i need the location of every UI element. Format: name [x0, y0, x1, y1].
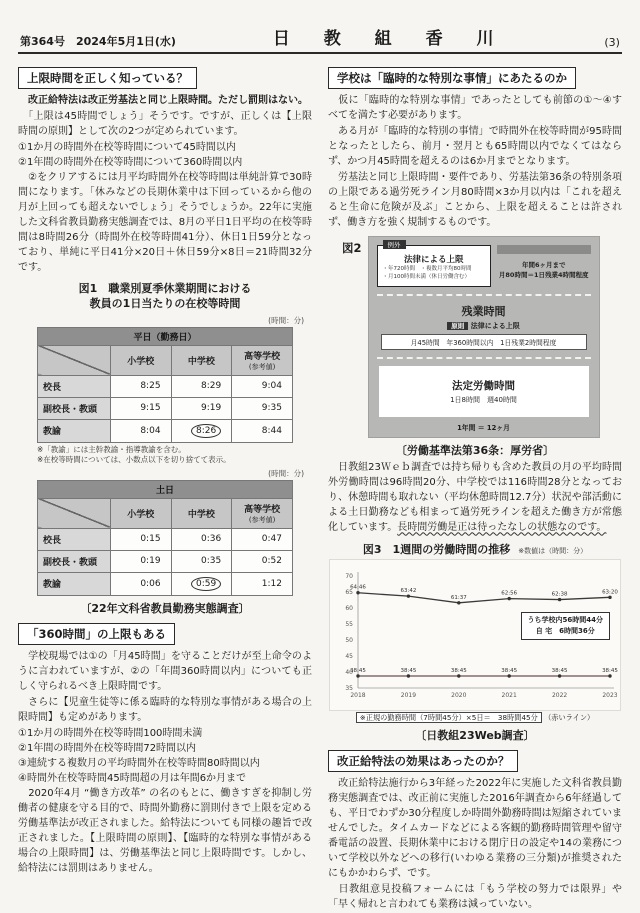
figure2	[328, 236, 622, 438]
list-item: ②1年間の時間外在校等時間について360時間以内	[18, 157, 243, 168]
svg-text:40: 40	[345, 668, 353, 676]
exception-right-text: 年間6ヶ月まで 月80時間＝1日残業4時間程度	[498, 261, 589, 280]
page-number: (3)	[604, 36, 620, 49]
diagonal-cell	[38, 345, 111, 375]
paragraph: 学校現場では①の「月45時間」を守ることだけが至上命令のように言われていますが、②の「年間360時間以内」についても正しく守られるべき上限時間です。	[18, 650, 312, 692]
svg-text:65: 65	[345, 588, 353, 596]
principle-label: 原則 法律による上限	[377, 321, 591, 331]
figure3-line-chart	[329, 559, 621, 711]
svg-text:63:42: 63:42	[400, 587, 417, 594]
svg-text:38:45: 38:45	[551, 667, 568, 674]
table-row: 教諭 0:06 0:59 1:12	[38, 572, 293, 595]
section-heading-360hours: 「360時間」の上限もある	[18, 623, 175, 645]
list-item: ①1か月の時間外在校等時間100時間未満	[18, 727, 203, 739]
figure3-title: 図3 1週間の労働時間の推移	[362, 542, 511, 556]
underlined-sentence: 長時間労働是正は待ったなしの状態なのです。	[397, 521, 607, 533]
dashed-divider	[377, 294, 591, 296]
paragraph: 労基法と同じ上限時間・要件であり、労基法第36条の特別条項の上限である過労死ライン月80時間×3か月以内は「これを超えると生命に危険が及ぶ」ことから、上限を超えることは許されず、働き方を強く規制するものです。	[328, 172, 622, 228]
svg-text:2023: 2023	[602, 691, 618, 699]
table-row: 教諭 8:04 8:26 8:44	[38, 419, 293, 442]
col-header: 小学校	[110, 345, 171, 375]
exception-tag: 例外	[383, 240, 406, 249]
svg-text:35: 35	[345, 684, 353, 692]
svg-text:38:45: 38:45	[350, 667, 366, 674]
figure1-caption: 〔22年文科省教員勤務実態調査〕	[80, 601, 250, 615]
figure2-diagram	[368, 236, 600, 438]
figure3-header	[328, 541, 622, 557]
right-column	[328, 62, 622, 913]
figure3-values-note: ※数値は（時間：分）	[518, 546, 588, 555]
principle-strip: 月45時間 年360時間以内 1日残業2時間程度	[381, 334, 587, 350]
paragraph: 「上限は45時間でしょう」そうです。ですが、正しくは【上限時間の原則】として次の2つが定められています。	[18, 111, 312, 137]
svg-text:38:45: 38:45	[501, 667, 518, 674]
list-item: ②1年間の時間外在校等時間72時間以内	[18, 742, 197, 754]
svg-text:62:38: 62:38	[551, 591, 568, 598]
table-row: 副校長・教頭 0:19 0:35 0:52	[38, 550, 293, 572]
weekend-table	[37, 480, 293, 596]
figure3-caption: 〔日教組23Web調査〕	[415, 728, 535, 742]
svg-text:62:56: 62:56	[501, 590, 518, 597]
svg-text:70: 70	[345, 572, 353, 580]
svg-text:38:45: 38:45	[400, 667, 417, 674]
svg-text:2021: 2021	[501, 691, 517, 699]
svg-text:38:45: 38:45	[602, 667, 618, 674]
svg-text:63:20: 63:20	[602, 588, 618, 595]
table-row: 校長 8:25 8:29 9:04	[38, 375, 293, 397]
exception-box: 法律による上限 ・年720時間 ・複数月平均80時間 ・月100時間未満（休日労働含む）	[377, 245, 491, 287]
figure2-caption: 〔労働基準法第36条：厚労省〕	[395, 443, 555, 457]
legal-hours-box: 法定労働時間 1日8時間 週40時間	[379, 366, 589, 417]
section-heading-effect: 改正給特法の効果はあったのか？	[328, 750, 518, 772]
list-item: ④時間外在校等時間45時間超の月は年間6か月まで	[18, 772, 247, 784]
svg-text:2020: 2020	[451, 691, 467, 699]
paragraph: 日教組23Ｗｅｂ調査では持ち帰りも含めた教員の月の平均時間外労働時間は96時間20分、中学校では116時間28分となっており、休憩時間も取れない（平均休憩時間12.7分）状況や部活動による土日勤務なども相まって過労死ラインを超えた働き方が常態化しています。長時間労働是正は待ったなしの状態なのです。	[328, 461, 622, 533]
circled-value-cell: 0:59	[171, 572, 232, 595]
col-header: 高等学校 (参考値)	[232, 498, 293, 528]
paragraph: 日教組意見投稿フォームには「もう学校の努力では限界」や「早く帰れと言われても業務は減っていない。	[328, 883, 622, 910]
figure2-label: 図2	[342, 241, 362, 255]
table-band: 土日	[38, 480, 293, 498]
table-notes: ※「教諭」には主幹教諭・指導教諭を含む。 ※在校等時間については、小数点以下を切り捨てて表示。	[37, 444, 231, 464]
paper-title: 日 教 組 香 川	[272, 29, 508, 49]
section-heading-special-circumstances: 学校は「臨時的な特別な事情」にあたるのか	[328, 67, 576, 89]
svg-text:61:37: 61:37	[450, 594, 467, 601]
paragraph: さらに【児童生徒等に係る臨時的な特別な事情がある場合の上限時間】も定めがあります。	[18, 696, 312, 723]
table-row: 副校長・教頭 9:15 9:19 9:35	[38, 397, 293, 419]
weekday-table	[37, 327, 293, 443]
col-header: 中学校	[171, 498, 232, 528]
figure2-footer: 1年間 ＝ 12ヶ月	[457, 423, 510, 432]
dark-bar	[497, 245, 591, 254]
svg-text:64:46: 64:46	[350, 584, 366, 591]
svg-text:2019: 2019	[400, 691, 417, 699]
chart-axis-note: ※正規の勤務時間（7時間45分）×5日＝ 38時間45分 （赤いライン）	[328, 713, 622, 723]
figure1-title: 図1 職業別夏季休業期間における 教員の1日当たりの在校等時間	[78, 282, 252, 310]
table-row: 校長 0:15 0:36 0:47	[38, 528, 293, 550]
dashed-divider	[377, 357, 591, 359]
overtime-title: 残業時間	[461, 304, 506, 318]
svg-text:50: 50	[345, 636, 353, 644]
svg-text:55: 55	[345, 620, 353, 628]
unit-label: (時間：分)	[268, 468, 304, 478]
issue-date: 第364号 2024年5月1日(水)	[20, 35, 176, 48]
svg-text:60: 60	[345, 604, 353, 612]
unit-label: (時間：分)	[268, 315, 304, 325]
left-column	[18, 62, 312, 913]
svg-text:38:45: 38:45	[450, 667, 467, 674]
col-header: 小学校	[110, 498, 171, 528]
svg-text:2022: 2022	[551, 691, 568, 699]
paragraph: ②をクリアするには月平均時間外在校等時間は単純計算で30時間になります。「休みなどの長期休業中は下回っているから他の月が上回っても超えないでしょう」そうでしょうか。22年に実施した文科省教員勤務実態調査では、8月の平日1日平均の在校等時間は8時間26分（時間外在校等時間41分）、休日1日59分となっており、単純に平日41分×20日＋休日59分×8日＝21時間32分です。	[18, 172, 312, 273]
paragraph: 改正給特法は改正労基法と同じ上限時間。ただし罰則はない。	[18, 95, 308, 106]
chart-annotation-box: うち学校内56時間44分 自 宅 6時間36分	[521, 612, 610, 640]
col-header: 高等学校 (参考値)	[232, 345, 293, 375]
svg-text:45: 45	[345, 652, 353, 660]
paragraph: 2020年4月 “働き方改革” の名のもとに、働きすぎを抑制し労働者の健康を守る目的で、時間外勤務に罰則付きで上限を定める労働基準法が改正されました。給特法についても同様の趣旨で改正されました。【上限時間の原則】、【臨時的な特別な事情がある場合の上限時間】は、労働基準法と同じ上限時間です。しかし、給特法には罰則はありません。	[18, 787, 312, 874]
list-item: ③連続する複数月の平均時間外在校等時間80時間以内	[18, 757, 260, 769]
paragraph: 仮に「臨時的な特別な事情」であったとしても前節の①～④すべてを満たす必要があります。	[328, 95, 622, 121]
paragraph: ある月が「臨時的な特別の事情」で時間外在校等時間が95時間となったとしたら、前月・翌月とも65時間以内でなくてはならず、かつ月45時間を超えるのは6か月までとなります。	[328, 126, 622, 167]
masthead	[18, 24, 622, 54]
circled-value-cell: 8:26	[171, 419, 232, 442]
table-band: 平日（勤務日）	[38, 327, 293, 345]
paragraph: 改正給特法施行から3年経った2022年に実施した文科省教員勤務実態調査では、改正前に実施した2016年調査から6年経過しても、平日でわずか30分程度しか時間外勤務時間は短縮されていませんでした。タイムカードなどによる客観的勤務時間管理や留守番電話の設置、長期休業中における閉庁日の設定や14の業務について学校以外などへの移行(いわゆる業務の三分類)が推奨されたにもかかわらず、です。	[328, 777, 622, 879]
section-heading-upper-limit: 上限時間を正しく知っている？	[18, 67, 197, 89]
diagonal-cell	[38, 498, 111, 528]
list-item: ①1か月の時間外在校等時間について45時間以内	[18, 142, 236, 153]
svg-text:2018: 2018	[350, 691, 366, 699]
col-header: 中学校	[171, 345, 232, 375]
